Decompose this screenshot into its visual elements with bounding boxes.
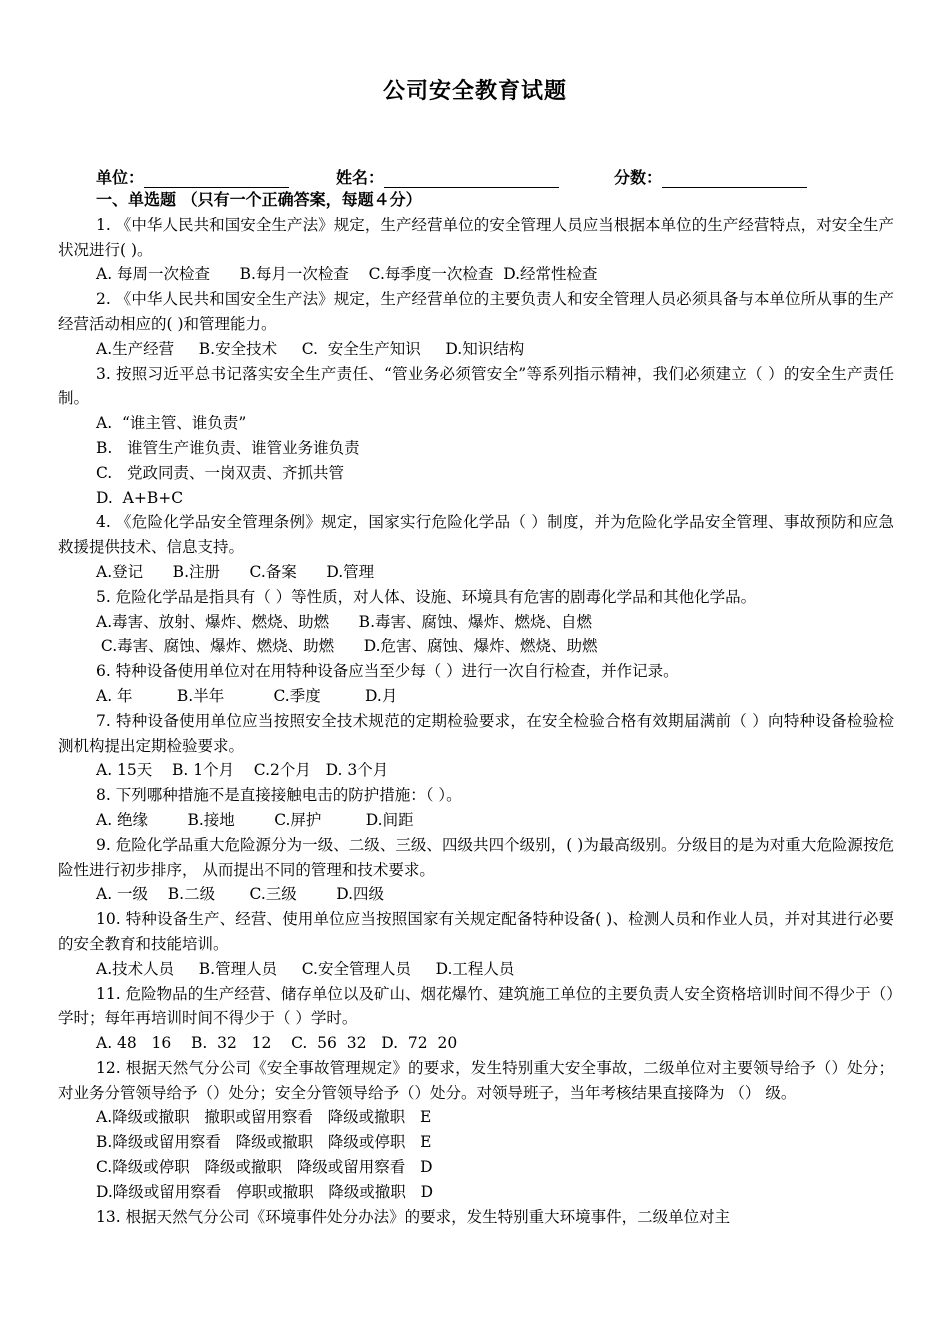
answer-options: A. 15天 B. 1个月 C.2个月 D. 3个月 xyxy=(96,761,389,780)
page-title: 公司安全教育试题 xyxy=(382,79,567,104)
question-text: 7. 特种设备使用单位应当按照安全技术规范的定期检验要求，在安全检验合格有效期届满前（ ）向特种设备检验检测机构提出定期检验要求。 xyxy=(58,711,894,755)
score-field xyxy=(614,165,807,188)
answer-options: A. 48 16 B. 32 12 C. 56 32 D. 72 20 xyxy=(96,1034,458,1053)
score-label: 分数： xyxy=(614,168,663,187)
unit-blank[interactable] xyxy=(144,169,289,188)
section-heading: 一、单选题 （只有一个正确答案，每题４分） xyxy=(96,190,422,209)
answer-options: C. 党政同责、一岗双责、齐抓共管 xyxy=(96,463,345,482)
answer-options: A.登记 B.注册 C.备案 D.管理 xyxy=(96,562,375,581)
question-text: 9. 危险化学品重大危险源分为一级、二级、三级、四级共四个级别，( )为最高级别。分级目的是为对重大危险源按危险性进行初步排序， 从而提出不同的管理和技术要求。 xyxy=(58,835,894,879)
score-blank[interactable] xyxy=(662,169,807,188)
answer-options: A. 每周一次检查 B.每月一次检查 C.每季度一次检查 D.经常性检查 xyxy=(96,265,598,284)
unit-field xyxy=(96,165,289,188)
answer-options: C.降级或停职 降级或撤职 降级或留用察看 D xyxy=(96,1158,433,1177)
question-text: 3. 按照习近平总书记落实安全生产责任、“管业务必须管安全”等系列指示精神，我们必须建立（ ）的安全生产责任制。 xyxy=(58,364,894,408)
question-text: 13. 根据天然气分公司《环境事件处分办法》的要求，发生特别重大环境事件，二级单位对主 xyxy=(96,1207,731,1226)
question-text: 10. 特种设备生产、经营、使用单位应当按照国家有关规定配备特种设备( )、检测人员和作业人员，并对其进行必要的安全教育和技能培训。 xyxy=(58,910,894,953)
name-label: 姓名： xyxy=(336,168,385,187)
question-text: 11. 危险物品的生产经营、储存单位以及矿山、烟花爆竹、建筑施工单位的主要负责人安全资格培训时间不得少于（）学时；每年再培训时间不得少于（ ）学时。 xyxy=(58,984,894,1028)
answer-options: A. 年 B.半年 C.季度 D.月 xyxy=(96,686,398,705)
question-text: 6. 特种设备使用单位对在用特种设备应当至少每（ ）进行一次自行检查，并作记录。 xyxy=(96,662,679,681)
answer-options: D.降级或留用察看 停职或撤职 降级或撤职 D xyxy=(96,1182,434,1201)
name-blank[interactable] xyxy=(384,169,559,188)
question-text: 4. 《危险化学品安全管理条例》规定，国家实行危险化学品（ ）制度，并为危险化学品安全管理、事故预防和应急救援提供技术、信息支持。 xyxy=(58,513,894,557)
answer-options: B.降级或留用察看 降级或撤职 降级或停职 E xyxy=(96,1133,432,1152)
name-field xyxy=(336,165,559,188)
answer-options: D. A+B+C xyxy=(96,488,184,507)
answer-options: A.技术人员 B.管理人员 C.安全管理人员 D.工程人员 xyxy=(96,959,515,978)
answer-options: A.降级或撤职 撤职或留用察看 降级或撤职 E xyxy=(96,1108,432,1127)
answer-options: C.毒害、腐蚀、爆炸、燃烧、助燃 D.危害、腐蚀、爆炸、燃烧、助燃 xyxy=(96,637,598,656)
answer-options: A. “谁主管、谁负责” xyxy=(96,414,247,433)
question-text: 12. 根据天然气分公司《安全事故管理规定》的要求，发生特别重大安全事故，二级单位对主要领导给予（）处分；对业务分管领导给予（）处分；安全分管领导给予（）处分。对领导班子，当年考核结果直接降为 （） 级。 xyxy=(58,1058,894,1102)
unit-label: 单位： xyxy=(96,168,145,187)
answer-options: A.毒害、放射、爆炸、燃烧、助燃 B.毒害、腐蚀、爆炸、燃烧、自燃 xyxy=(96,612,593,631)
header-info-fields xyxy=(96,165,856,189)
question-text: 1. 《中华人民共和国安全生产法》规定，生产经营单位的安全管理人员应当根据本单位的生产经营特点，对安全生产状况进行( )。 xyxy=(58,215,894,259)
answer-options: B. 谁管生产谁负责、谁管业务谁负责 xyxy=(96,438,360,457)
question-list xyxy=(58,213,894,1230)
question-text: 5. 危险化学品是指具有（ ）等性质，对人体、设施、环境具有危害的剧毒化学品和其他化学品。 xyxy=(96,587,757,606)
answer-options: A.生产经营 B.安全技术 C. 安全生产知识 D.知识结构 xyxy=(96,339,525,358)
question-text: 8. 下列哪种措施不是直接接触电击的防护措施：（ ）。 xyxy=(96,786,462,805)
answer-options: A. 绝缘 B.接地 C.屏护 D.间距 xyxy=(96,810,414,829)
exam-content xyxy=(58,188,894,1229)
question-text: 2. 《中华人民共和国安全生产法》规定，生产经营单位的主要负责人和安全管理人员必须具备与本单位所从事的生产经营活动相应的( )和管理能力。 xyxy=(58,290,894,333)
answer-options: A. 一级 B.二级 C.三级 D.四级 xyxy=(96,885,385,904)
